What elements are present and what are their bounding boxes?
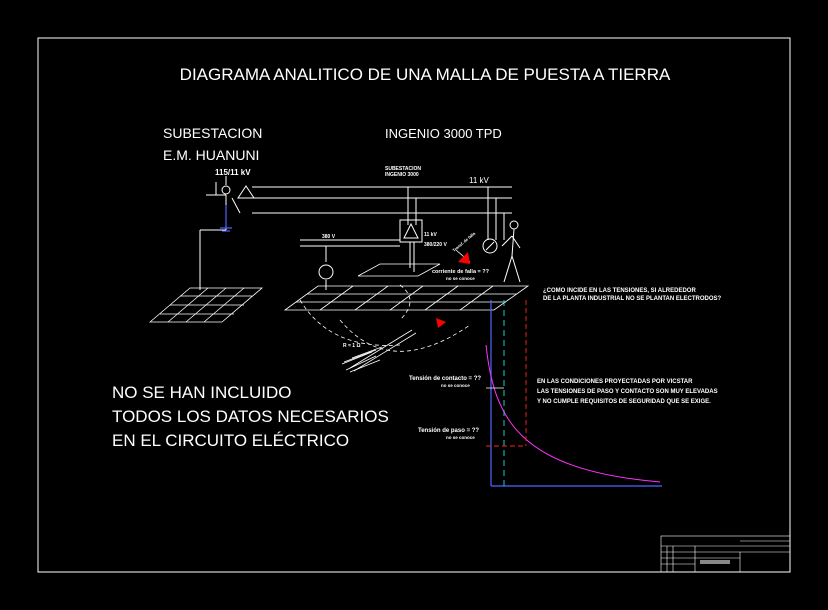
substation-ground-grid: [150, 288, 262, 322]
substation-transformer: [206, 176, 254, 230]
step-voltage-label: Tensión de paso = ??: [418, 428, 480, 434]
question-line2: DE LA PLANTA INDUSTRIAL NO SE PLANTAN ELECTRODOS?: [543, 296, 722, 302]
potential-curve: [486, 345, 660, 482]
fault-arrow-label: Transf. de falla: [451, 230, 477, 253]
bus-voltage-label: 11 kV: [469, 176, 489, 185]
motor-icon: [483, 239, 497, 253]
current-arrow-icon: [436, 318, 446, 328]
substation-label-line2: E.M. HUANUNI: [163, 147, 260, 163]
step-voltage-note: no se conoce: [446, 435, 475, 440]
substation-label-line1: SUBESTACION: [163, 125, 263, 141]
warning-line1: NO SE HAN INCLUIDO: [112, 383, 292, 402]
plant-transformer: [300, 220, 422, 290]
potential-arcs: [300, 285, 470, 351]
substation-ground-icon: [220, 205, 232, 231]
question-line1: ¿COMO INCIDE EN LAS TENSIONES, SI ALREDEDOR: [543, 288, 696, 294]
touch-voltage-note: no se conoce: [441, 383, 470, 388]
drawing-frame: [38, 38, 790, 572]
fault-current-note: no se conoce: [446, 276, 475, 281]
warning-line2: TODOS LOS DATOS NECESARIOS: [112, 407, 389, 426]
voltage-380-label: 380 V: [322, 234, 336, 240]
warning-line3: EN EL CIRCUITO ELÉCTRICO: [112, 431, 350, 450]
voltage-11kv-label: 11 kV: [424, 232, 437, 238]
conclusion-line1: EN LAS CONDICIONES PROYECTADAS POR VICSTAR: [537, 379, 693, 385]
ground-electrode-bundle: [342, 330, 416, 372]
conclusion-line2: LAS TENSIONES DE PASO Y CONTACTO SON MUY ELEVADAS: [537, 389, 718, 395]
fault-arrow-icon: [456, 250, 470, 264]
title-block-fill: [700, 560, 730, 564]
transformer-ground-pad: [358, 264, 440, 276]
resistance-label: R = 1 Ω: [343, 343, 361, 349]
person-icon: [502, 221, 520, 282]
plant-label: INGENIO 3000 TPD: [385, 126, 502, 141]
touch-voltage-label: Tensión de contacto = ??: [409, 376, 482, 382]
substation-voltage: 115/11 kV: [215, 168, 251, 177]
plant-sub-label-1: SUBESTACION: [385, 166, 422, 172]
conclusion-line3: Y NO CUMPLE REQUISITOS DE SEGURIDAD QUE SE EXIGE.: [537, 399, 711, 405]
fault-current-label: corriente de falla = ??: [432, 269, 490, 275]
title-block: [661, 536, 790, 572]
drawing-title: DIAGRAMA ANALITICO DE UNA MALLA DE PUESTA A TIERRA: [179, 65, 671, 84]
voltage-380-220-label: 380/220 V: [424, 242, 447, 248]
plant-sub-label-2: INGENIO 3000: [385, 172, 419, 178]
